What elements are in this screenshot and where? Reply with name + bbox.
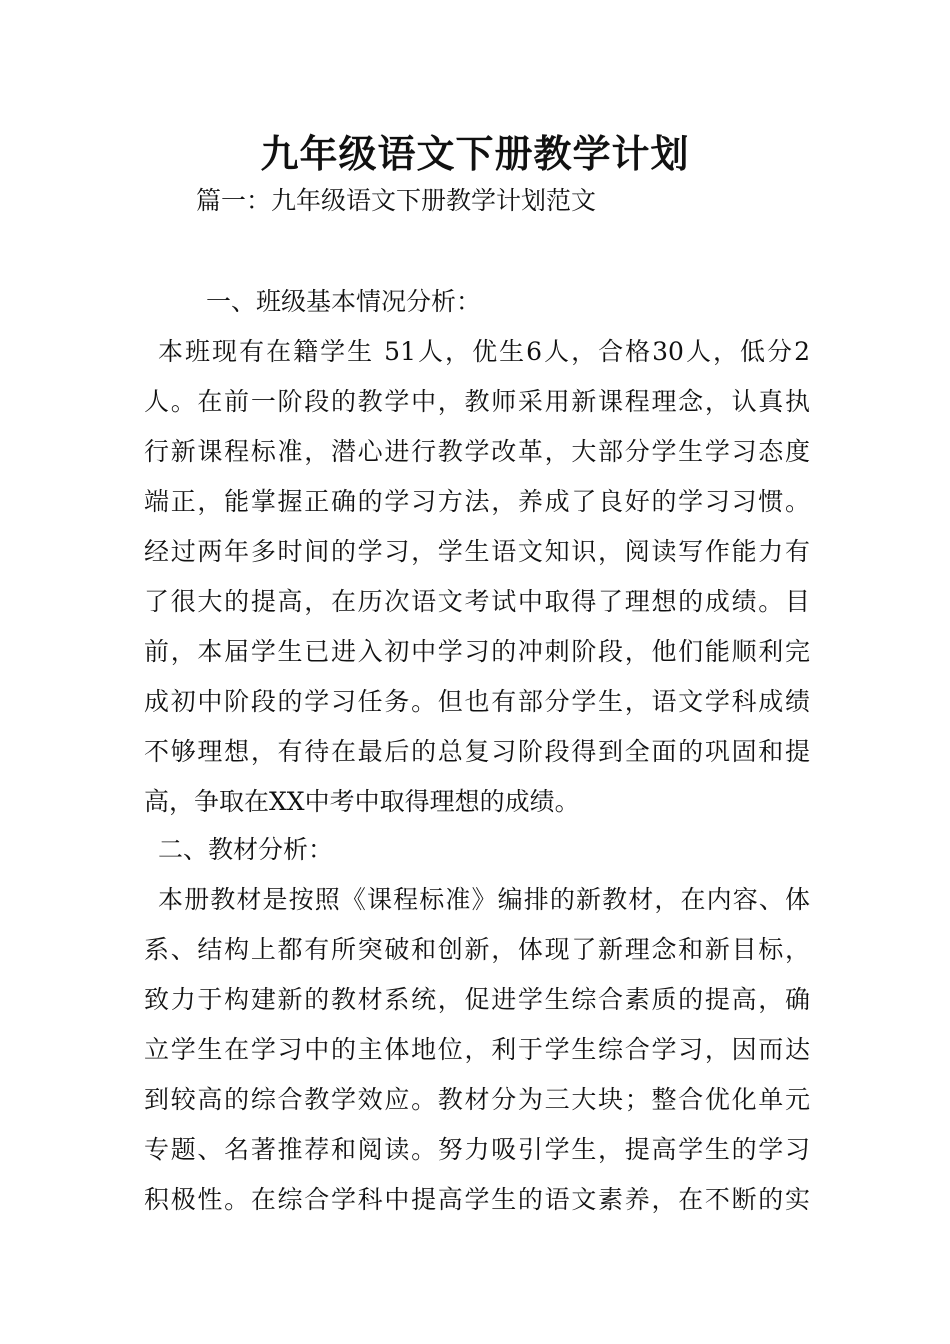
paragraph-line: 人。在前一阶段的教学中，教师采用新课程理念，认真执 [144,387,810,416]
paragraph-line: 经过两年多时间的学习，学生语文知识，阅读写作能力有 [144,537,810,566]
paragraph-line: 本册教材是按照《课程标准》编排的新教材，在内容、体 [158,885,810,914]
document-subtitle: 篇一：九年级语文下册教学计划范文 [196,186,597,215]
paragraph-line: 不够理想，有待在最后的总复习阶段得到全面的巩固和提 [144,737,810,766]
paragraph-line: 了很大的提高，在历次语文考试中取得了理想的成绩。目 [144,587,810,616]
paragraph-line: 本班现有在籍学生 51人，优生6人，合格30人，低分2 [158,337,810,366]
paragraph-line: 成初中阶段的学习任务。但也有部分学生，语文学科成绩 [144,687,810,716]
paragraph-line: 致力于构建新的教材系统，促进学生综合素质的提高，确 [144,985,810,1014]
paragraph-line: 高，争取在XX中考中取得理想的成绩。 [144,787,580,816]
section-heading-1: 一、班级基本情况分析： [206,287,482,316]
section-heading-2: 二、教材分析： [158,835,334,864]
paragraph-line: 前，本届学生已进入初中学习的冲刺阶段，他们能顺利完 [144,637,810,666]
document-title: 九年级语文下册教学计划 [260,131,690,176]
paragraph-line: 到较高的综合教学效应。教材分为三大块；整合优化单元 [144,1085,810,1114]
paragraph-line: 积极性。在综合学科中提高学生的语文素养，在不断的实 [144,1185,810,1214]
paragraph-line: 端正，能掌握正确的学习方法，养成了良好的学习习惯。 [144,487,810,516]
paragraph-line: 系、结构上都有所突破和创新，体现了新理念和新目标， [144,935,810,964]
paragraph-line: 立学生在学习中的主体地位，利于学生综合学习，因而达 [144,1035,810,1064]
paragraph-line: 行新课程标准，潜心进行教学改革，大部分学生学习态度 [144,437,810,466]
paragraph-line: 专题、名著推荐和阅读。努力吸引学生，提高学生的学习 [144,1135,810,1164]
